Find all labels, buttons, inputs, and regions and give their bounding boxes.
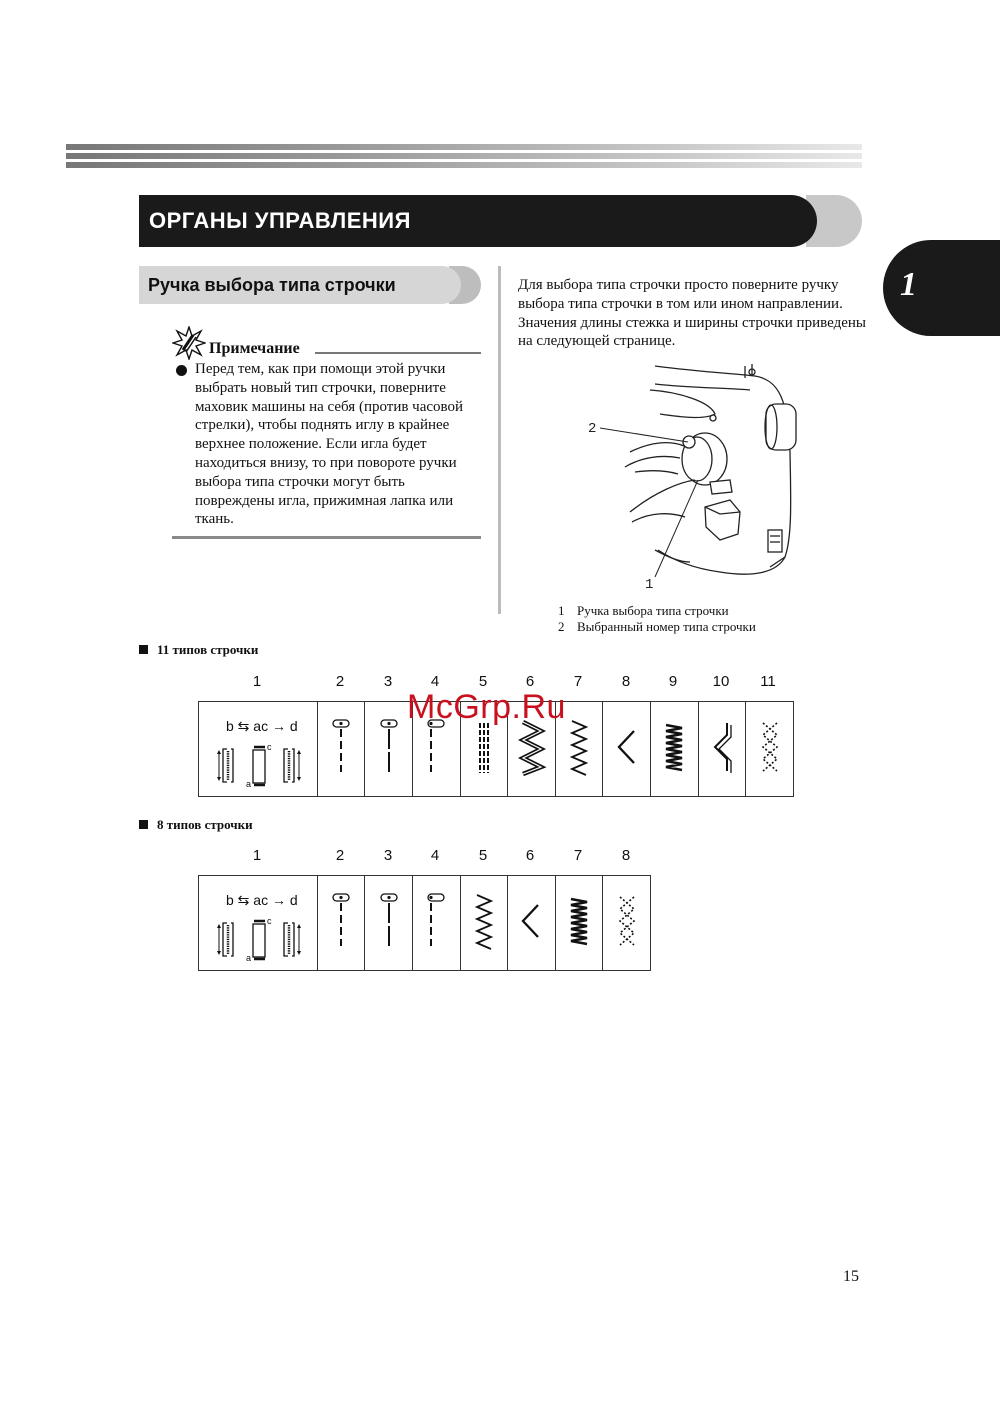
column-number: 6: [525, 847, 535, 864]
note-rule-top: [315, 352, 481, 354]
elastic-stitch-icon: [755, 717, 785, 777]
square-bullet-icon: [139, 645, 148, 654]
buttonhole-label: b ⇆ ac → d: [225, 891, 298, 908]
column-number: 2: [335, 673, 345, 690]
column-number: 11: [760, 673, 776, 690]
buttonhole-stitch: [199, 702, 318, 797]
caption-1: [558, 603, 729, 619]
satin-zigzag-stitch: [651, 702, 699, 797]
zigzag-wide-stitch: [603, 702, 651, 797]
top-rule: [66, 144, 862, 168]
bullet: [176, 365, 187, 376]
buttonhole-c-label: c: [266, 915, 272, 926]
straight-stitch-icon: [326, 717, 356, 777]
blind-hem-stitch: [698, 702, 746, 797]
column-number: 10: [712, 673, 730, 690]
zigzag-narrow-stitch: [460, 876, 508, 971]
elastic-stitch-icon: [612, 891, 642, 951]
callout-1: 1: [645, 577, 654, 593]
intro-paragraph: Для выбора типа строчки просто поверните ручку выбора типа строчки в том или ином направлении. Значения длины стежка и ширины строчки приведены на следующей странице.: [518, 277, 866, 350]
satin-zigzag-stitch: [555, 876, 603, 971]
buttonhole-a-label: a: [245, 952, 251, 963]
column-number: 7: [573, 673, 583, 690]
straight-stitch-right: [412, 876, 460, 971]
column-number: 2: [335, 847, 345, 864]
zigzag-wide-stitch: [508, 876, 556, 971]
section-subheading: Ручка выбора типа строчки: [139, 266, 461, 304]
buttonhole-stitch: [199, 876, 318, 971]
zigzag-stitch-icon: [612, 717, 642, 777]
zigzag-stitch-icon: [469, 891, 499, 951]
zigzag-stitch-icon: [516, 891, 546, 951]
straight-stitch-icon: [374, 717, 404, 777]
column-number: 1: [252, 673, 262, 690]
straight-stitch-center: [365, 702, 413, 797]
column-number: 6: [525, 673, 535, 690]
chapter-number: 1: [900, 266, 917, 303]
page-title: ОРГАНЫ УПРАВЛЕНИЯ: [139, 195, 817, 247]
column-number: 9: [668, 673, 678, 690]
table-8-label: [139, 817, 253, 833]
caption-1-text: Ручка выбора типа строчки: [577, 603, 729, 618]
sewing-machine-illustration: [580, 362, 830, 602]
straight-stitch-icon: [374, 891, 404, 951]
watermark: McGrp.Ru: [407, 688, 566, 726]
table-11-label-text: 11 типов строчки: [157, 642, 259, 657]
column-number: 1: [252, 847, 262, 864]
satin-stitch-icon: [659, 717, 689, 777]
note-icon: [172, 326, 206, 360]
buttonhole-icon: [203, 704, 313, 790]
page-number: 15: [843, 1268, 859, 1285]
buttonhole-label: b ⇆ ac → d: [225, 717, 298, 734]
elastic-zigzag-stitch: [746, 702, 794, 797]
column-number: 4: [430, 673, 440, 690]
column-number: 3: [383, 847, 393, 864]
buttonhole-a-label: a: [245, 778, 251, 789]
note-rule-bottom: [172, 536, 481, 539]
blind-hem-icon: [707, 717, 737, 777]
column-number: 8: [621, 673, 631, 690]
callout-2: 2: [588, 421, 597, 437]
column-number: 7: [573, 847, 583, 864]
note-title: Примечание: [209, 340, 300, 357]
caption-2: [558, 619, 756, 635]
column-number: 3: [383, 673, 393, 690]
straight-stitch-left: [317, 702, 365, 797]
table-11-label: [139, 642, 258, 658]
column-number: 4: [430, 847, 440, 864]
square-bullet-icon: [139, 820, 148, 829]
straight-stitch-icon: [421, 891, 451, 951]
straight-stitch-icon: [326, 891, 356, 951]
caption-2-number: 2: [558, 619, 565, 634]
column-number: 5: [478, 673, 488, 690]
column-number: 8: [621, 847, 631, 864]
note-text: Перед тем, как при помощи этой ручки выбрать новый тип строчки, поверните маховик машины на себя (против часовой стрелки), чтобы поднять иглу в крайнее верхнее положение. Если игла будет находиться внизу, то при повороте ручки выбора типа строчки могут быть повреждены игла, прижимная лапка или ткань.: [195, 361, 464, 528]
elastic-zigzag-stitch: [603, 876, 651, 971]
column-divider: [498, 266, 501, 614]
straight-stitch-left: [317, 876, 365, 971]
caption-1-number: 1: [558, 603, 565, 618]
zigzag-stitch-icon: [564, 717, 594, 777]
satin-stitch-icon: [564, 891, 594, 951]
buttonhole-c-label: c: [266, 741, 272, 752]
caption-2-text: Выбранный номер типа строчки: [577, 619, 756, 634]
buttonhole-icon: [203, 878, 313, 964]
column-number: 5: [478, 847, 488, 864]
straight-stitch-center: [365, 876, 413, 971]
stitch-table-8: [198, 875, 651, 971]
table-8-label-text: 8 типов строчки: [157, 817, 253, 832]
